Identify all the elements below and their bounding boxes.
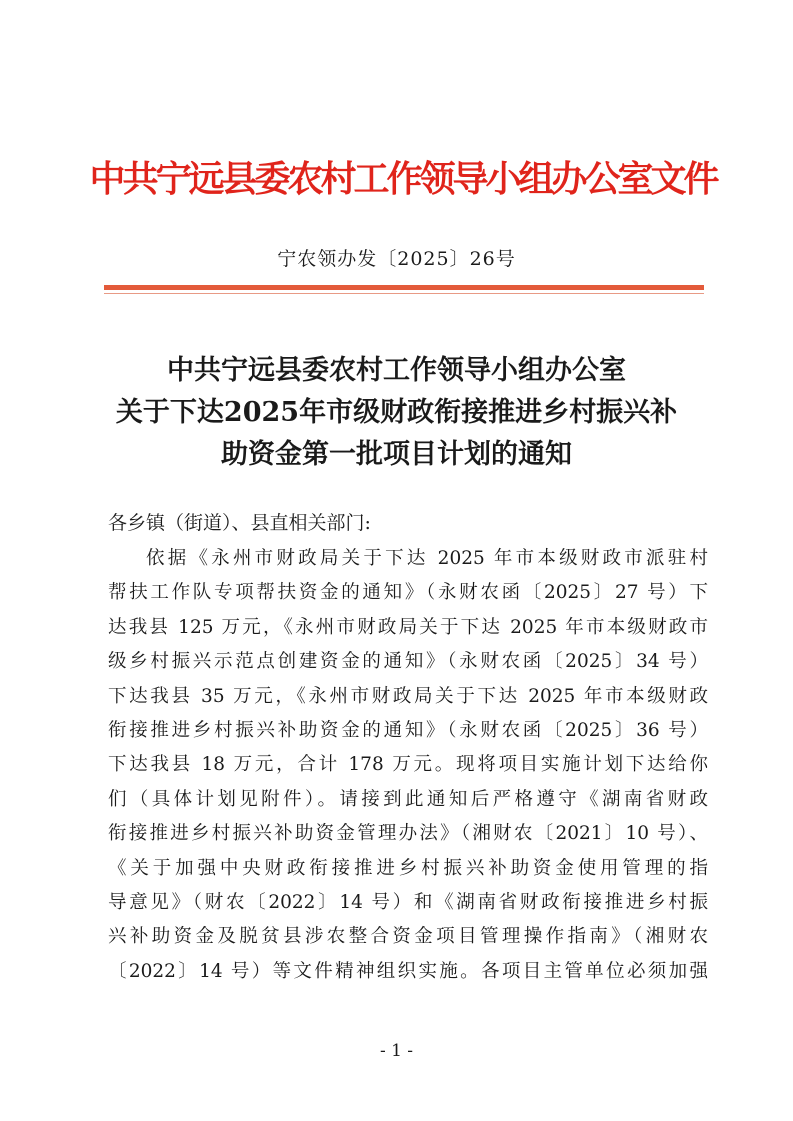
- body-line: 衔接推进乡村振兴补助资金管理办法》（湘财农〔2021〕10 号）、: [108, 823, 708, 845]
- salutation: 各乡镇（街道）、县直相关部门:: [108, 512, 371, 534]
- red-separator-rule: [104, 285, 704, 290]
- body-line: 导意见》（财农〔2022〕14 号）和《湖南省财政衔接推进乡村振: [108, 891, 708, 913]
- title-line: 中共宁远县委农村工作领导小组办公室: [167, 355, 626, 386]
- body-line: 帮扶工作队专项帮扶资金的通知》（永财农函〔2025〕27 号）下: [108, 582, 708, 604]
- issuer-banner: 中共宁远县委农村工作领导小组办公室文件: [89, 159, 717, 200]
- body-line: 衔接推进乡村振兴补助资金的通知》（永财农函〔2025〕36 号）: [108, 719, 708, 741]
- document-title: [60, 350, 733, 476]
- body-line: 下达我县 35 万元，《永州市财政局关于下达 2025 年市本级财政: [108, 685, 708, 707]
- body-paragraph: [108, 542, 708, 989]
- body-line: 〔2022〕14 号）等文件精神组织实施。各项目主管单位必须加强: [108, 960, 708, 982]
- body-line: 们（具体计划见附件）。请接到此通知后严格遵守《湖南省财政: [108, 788, 708, 810]
- body-line: 下达我县 18 万元，合计 178 万元。现将项目实施计划下达给你: [108, 754, 708, 776]
- body-line: 依据《永州市财政局关于下达 2025 年市本级财政市派驻村: [146, 548, 708, 569]
- title-line: 关于下达2025年市级财政衔接推进乡村振兴补: [115, 397, 678, 428]
- body-line: 达我县 125 万元，《永州市财政局关于下达 2025 年市本级财政市: [108, 616, 708, 638]
- body-line: 级乡村振兴示范点创建资金的通知》（永财农函〔2025〕34 号）: [108, 651, 708, 673]
- title-line: 助资金第一批项目计划的通知: [221, 439, 572, 470]
- body-line: 兴补助资金及脱贫县涉农整合资金项目管理操作指南》（湘财农: [108, 926, 708, 948]
- page-number: - 1 -: [379, 1041, 414, 1061]
- document-number: 宁农领办发〔2025〕26号: [277, 248, 516, 270]
- body-line: 《关于加强中央财政衔接推进乡村振兴补助资金使用管理的指: [108, 857, 708, 879]
- red-separator-rule-thin: [104, 293, 704, 294]
